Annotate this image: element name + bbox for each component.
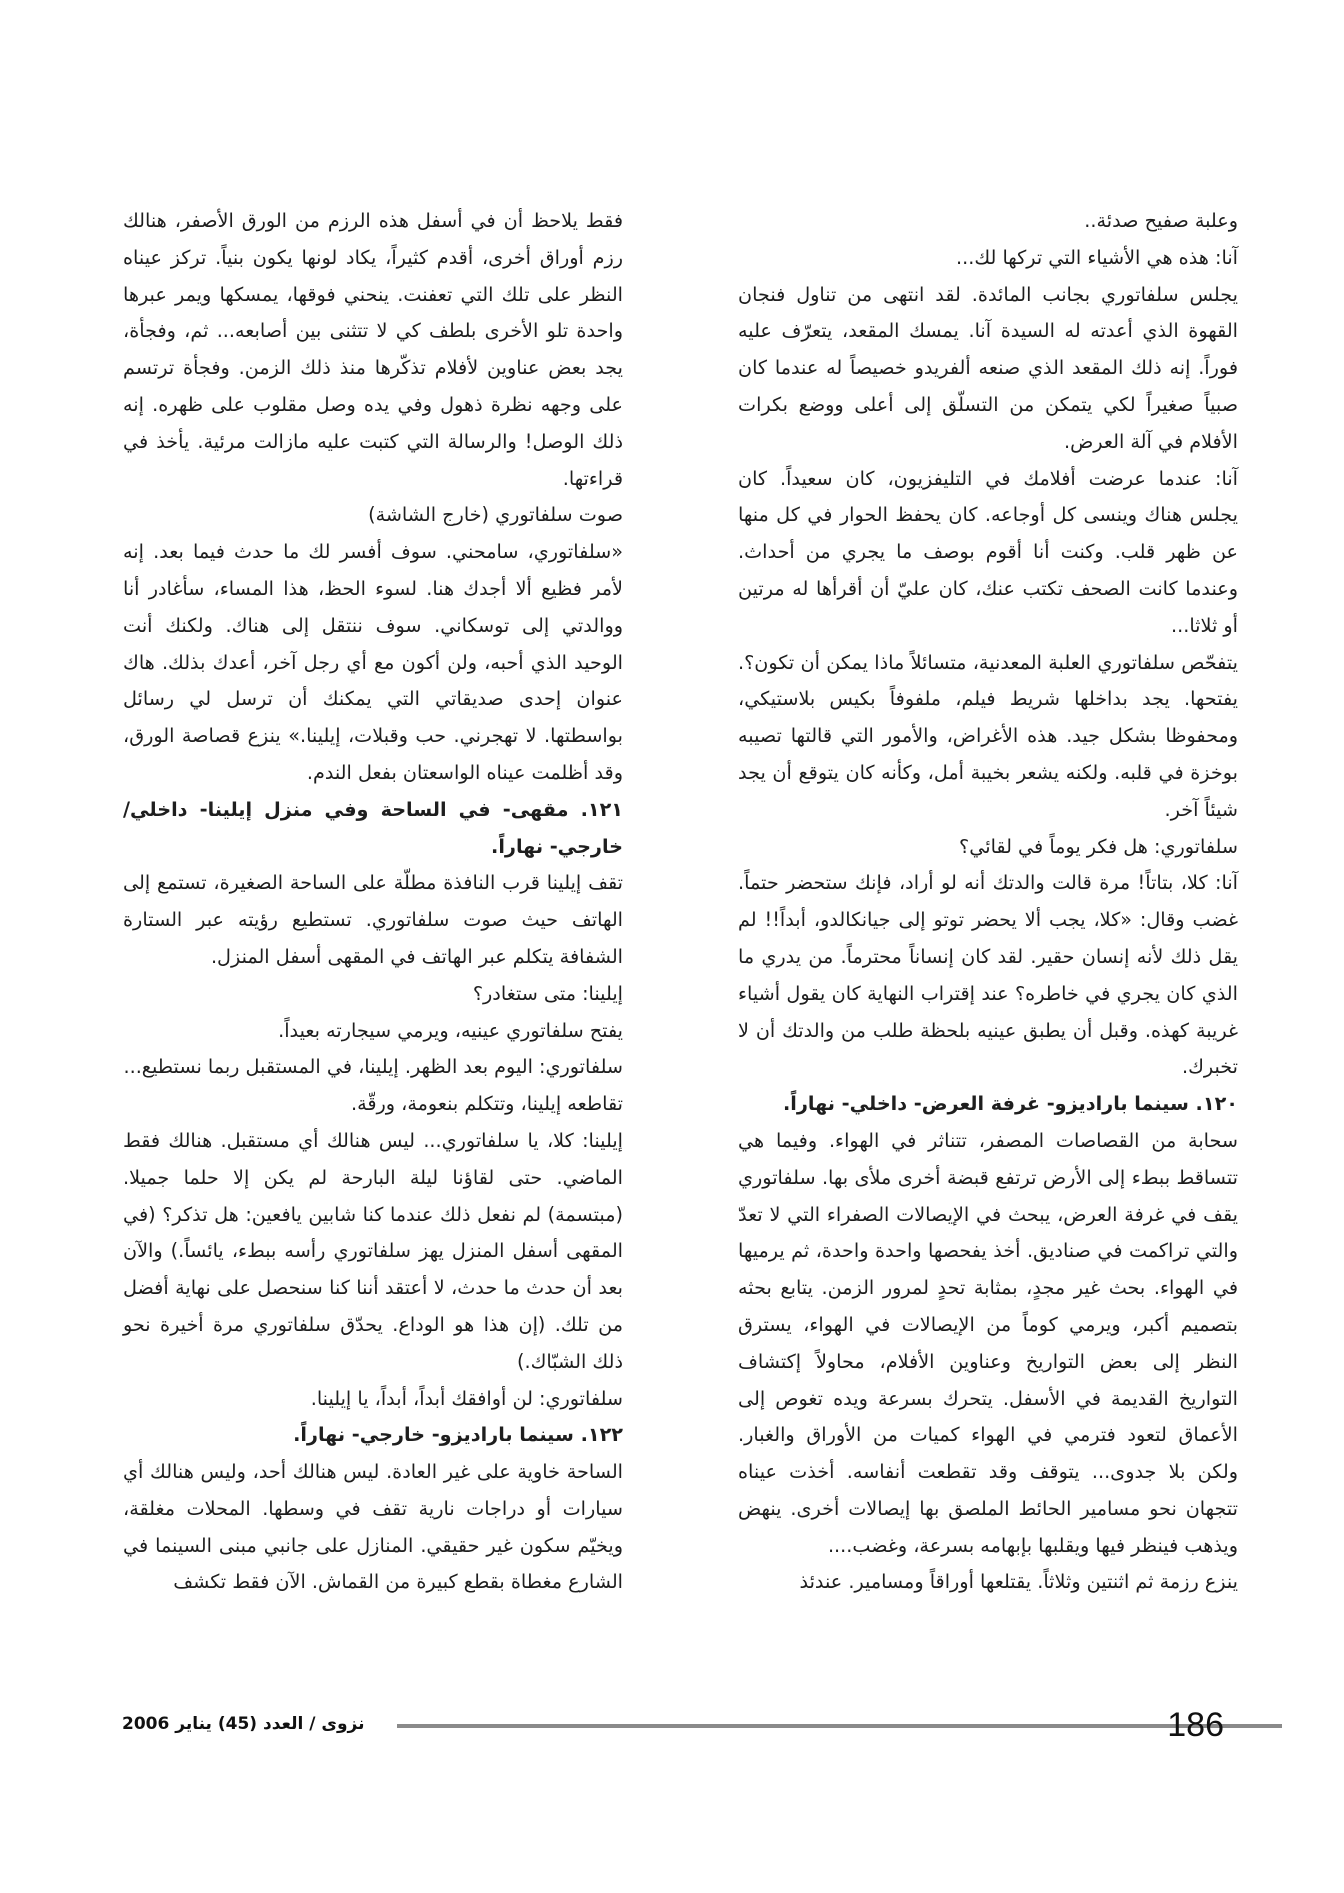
footer-divider [397,1724,1282,1728]
paragraph: آنا: كلا، بتاتاً! مرة قالت والدتك أنه لو أراد، فإنك ستحضر حتماً. غضب وقال: «كلا، يجب ألا يحضر توتو إلى جيانكالدو، أبداً!! لم يقل ذلك لأنه إنسان حقير. لقد كان إنساناً محترماً. من يدري ما الذي كان يجري في خاطره؟ عند إقتراب النهاية كان يقول أشياء غريبة كهذه. وقبل أن يطبق عينيه بلحظة طلب من والدتك أن لا تخبرك. [738,871,1238,1079]
article-column-right [738,203,1238,1601]
paragraph: إيلينا: كلا، يا سلفاتوري... ليس هنالك أي مستقبل. هنالك فقط الماضي. حتى لقاؤنا ليلة البارحة لم يكن إلا حلما جميلا. (مبتسمة) لم نفعل ذلك عندما كنا شابين يافعين: هل تذكر؟ (في المقهى أسفل المنزل يهز سلفاتوري رأسه ببطء، يائساً.) والآن بعد أن حدث ما حدث، لا أعتقد أننا كنا سنحصل على نهاية أفضل من تلك. (إن هذا هو الوداع. يحدّق سلفاتوري مرة أخيرة نحو ذلك الشبّاك.) [123,1128,623,1373]
article-column-left [123,203,623,1601]
journal-issue-label: نزوى / العدد (45) يناير 2006 [122,1714,365,1734]
paragraph: ينزع رزمة ثم اثنتين وثلاثاً. يقتلعها أوراقاً ومسامير. عندئذ [799,1570,1238,1594]
paragraph: سحابة من القصاصات المصفر، تتناثر في الهواء. وفيما هي تتساقط ببطء إلى الأرض ترتفع قبضة أخرى ملأى بها. سلفاتوري يقف في غرفة العرض، يبحث في الإيصالات الصفراء التي لا تعدّ والتي تراكمت في صناديق. أخذ يفحصها واحدة واحدة، ثم يرميها في الهواء. بحث غير مجدٍ، بمثابة تحدٍ لمرور الزمن. يتابع بحثه بتصميم أكبر، ويرمي كوماً من الإيصالات في الهواء، يسترق النظر إلى بعض التواريخ وعناوين الأفلام، محاولاً إكتشاف التواريخ القديمة في الأسفل. يتحرك بسرعة ويده تغوص إلى الأعماق لتعود فترمي في الهواء كميات من الأوراق والغبار. ولكن بلا جدوى... يتوقف وقد تقطعت أنفاسه. أخذت عيناه تتجهان نحو مسامير الحائط الملصق بها إيصالات أخرى. ينهض ويذهب فينظر فيها ويقلبها بإبهامه بسرعة، وغضب.... [738,1128,1238,1557]
paragraph: تقاطعه إيلينا، وتتكلم بنعومة، ورقّة. [350,1092,623,1116]
paragraph: آنا: هذه هي الأشياء التي تركها لك... [956,245,1238,269]
paragraph: سلفاتوري: لن أوافقك أبداً، أبداً، يا إيلينا. [310,1386,623,1410]
paragraph: يفتح سلفاتوري عينيه، ويرمي سيجارته بعيداً. [278,1018,623,1042]
paragraph: تقف إيلينا قرب النافذة مطلّة على الساحة الصغيرة، تستمع إلى الهاتف حيث صوت سلفاتوري. تستطيع رؤيته عبر الستارة الشفافة يتكلم عبر الهاتف في المقهى أسفل المنزل. [123,871,623,968]
paragraph: فقط يلاحظ أن في أسفل هذه الرزم من الورق الأصفر، هنالك رزم أوراق أخرى، أقدم كثيراً، يكاد لونها يكون بنياً. تركز عيناه النظر على تلك التي تعفنت. ينحني فوقها، يمسكها ويمر عبرها واحدة تلو الأخرى بلطف كي لا تتثنى بين أصابعه... ثم، وفجأة، يجد بعض عناوين لأفلام تذكّرها منذ ذلك الزمن. وفجأة ترتسم على وجهه نظرة ذهول وفي يده وصل مقلوب على ظهره. إنه ذلك الوصل! والرسالة التي كتبت عليه مازالت مرئية. يأخذ في قراءتها. [123,209,623,490]
paragraph: يتفحّص سلفاتوري العلبة المعدنية، متسائلاً ماذا يمكن أن تكون؟. يفتحها. يجد بداخلها شريط فيلم، ملفوفاً بكيس بلاستيكي، ومحفوظا بشكل جيد. هذه الأغراض، والأمور التي قالتها تصيبه بوخزة في قلبه. ولكنه يشعر بخيبة أمل، وكأنه كان يتوقع أن يجد شيئاً آخر. [738,650,1238,821]
paragraph: «سلفاتوري، سامحني. سوف أفسر لك ما حدث فيما بعد. إنه لأمر فظيع ألا أجدك هنا. لسوء الحظ، هذا المساء، سأغادر أنا ووالدتي إلى توسكاني. سوف ننتقل إلى هناك. ولكنك أنت الوحيد الذي أحبه، ولن أكون مع أي رجل آخر، أعدك بذلك. هاك عنوان إحدى صديقاتي التي يمكنك أن ترسل لي رسائل بواسطتها. لا تهجرني. حب وقبلات، إيلينا.» ينزع قصاصة الورق، وقد أظلمت عيناه الواسعتان بفعل الندم. [123,540,623,784]
page-number: 186 [1167,1706,1224,1744]
paragraph: آنا: عندما عرضت أفلامك في التليفزيون، كان سعيداً. كان يجلس هناك وينسى كل أوجاعه. كان يحفظ الحوار في كل منها عن ظهر قلب. وكنت أنا أقوم بوصف ما يجري من أحداث. وعندما كانت الصحف تكتب عنك، كان عليّ أن أقرأها له مرتين أو ثلاثا... [738,466,1238,637]
paragraph: الساحة خاوية على غير العادة. ليس هنالك أحد، وليس هنالك أي سيارات أو دراجات نارية تقف في وسطها. المحلات مغلقة، ويخيّم سكون غير حقيقي. المنازل على جانبي مبنى السينما في الشارع مغطاة بقطع كبيرة من القماش. الآن فقط تكشف [123,1460,623,1594]
paragraph: سلفاتوري: هل فكر يوماً في لقائي؟ [959,834,1238,858]
scene-heading: ١٢٢. سينما باراديزو- خارجي- نهاراً. [293,1423,623,1447]
paragraph: صوت سلفاتوري (خارج الشاشة) [368,503,623,527]
paragraph: وعلبة صفيح صدئة.. [1084,209,1238,232]
paragraph: يجلس سلفاتوري بجانب المائدة. لقد انتهى من تناول فنجان القهوة الذي أعدته له السيدة آنا. يمسك المقعد، يتعرّف عليه فوراً. إنه ذلك المقعد الذي صنعه ألفريدو خصيصاً له عندما كان صبياً صغيراً لكي يتمكن من التسلّق إلى أعلى ووضع بكرات الأفلام في آلة العرض. [738,282,1238,453]
scene-heading: ١٢١. مقهى- في الساحة وفي منزل إيلينا- داخلي/ خارجي- نهاراً. [123,797,623,858]
scene-heading: ١٢٠. سينما باراديزو- غرفة العرض- داخلي- نهاراً. [782,1092,1238,1116]
paragraph: سلفاتوري: اليوم بعد الظهر. إيلينا، في المستقبل ربما نستطيع... [123,1055,623,1079]
paragraph: إيلينا: متى ستغادر؟ [472,981,623,1005]
page-footer [122,1705,1224,1745]
